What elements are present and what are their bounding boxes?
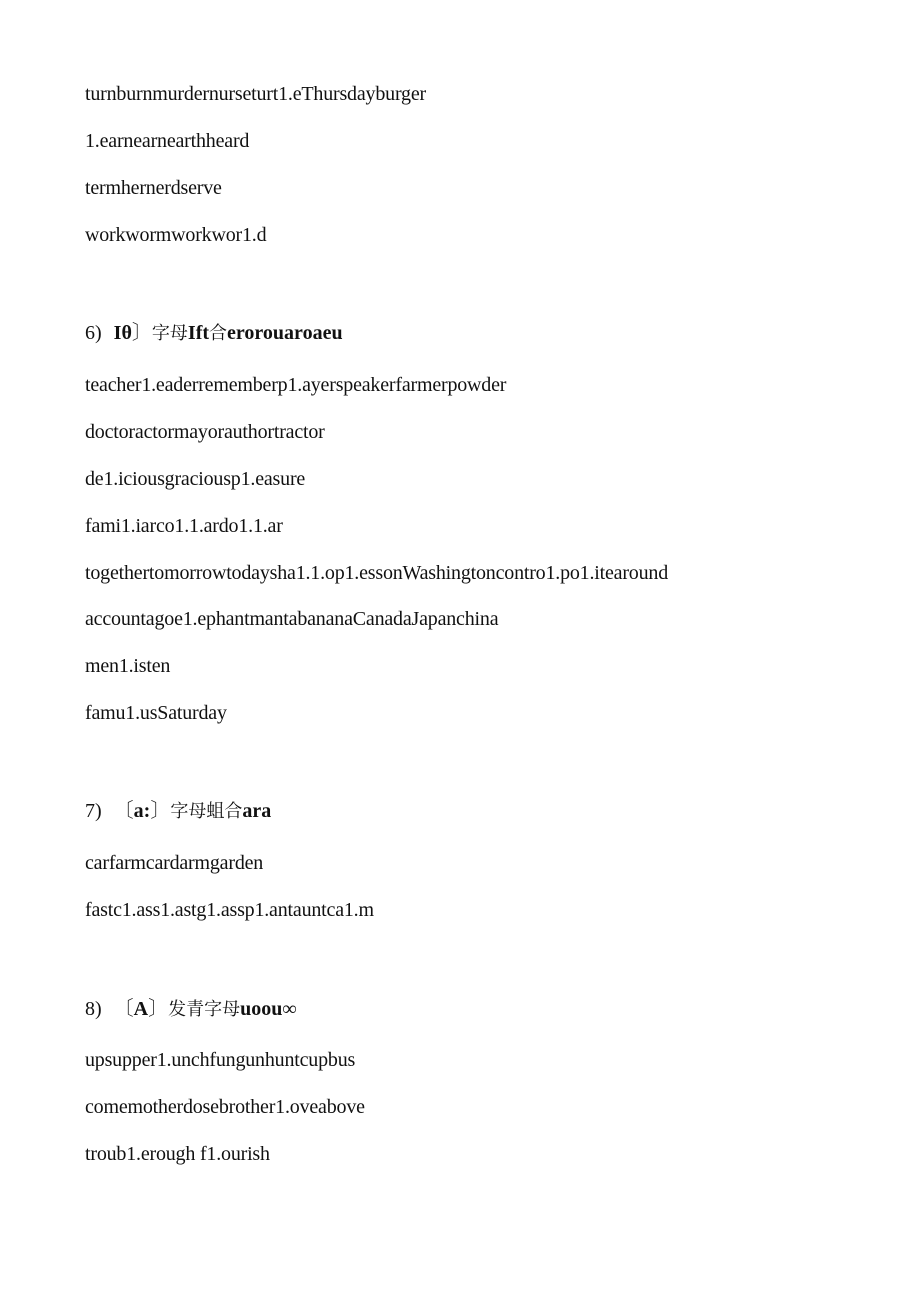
word-line: termhernerdserve: [85, 177, 222, 199]
letter-combinations: ara: [242, 800, 272, 822]
word-line: togethertomorrowtodaysha1.1.op1.essonWashingtoncontro1.po1.itearound: [85, 562, 669, 584]
word-line: men1.isten: [85, 655, 171, 677]
letter-combinations: erorouaroaeu: [227, 322, 343, 344]
word-line: comemotherdosebrother1.oveabove: [85, 1096, 365, 1118]
bracket-close: 〕: [150, 800, 171, 822]
bracket-close: 〕: [148, 998, 169, 1020]
word-line: troub1.erough f1.ourish: [85, 1143, 270, 1165]
section-7-heading: [85, 799, 271, 824]
word-line: workwormworkwor1.d: [85, 224, 267, 246]
letter-combinations: uoou∞: [240, 998, 297, 1020]
bracket-open: 〔: [113, 800, 134, 822]
phonetic-symbol: a:: [133, 800, 151, 822]
word-line: upsupper1.unchfungunhuntcupbus: [85, 1049, 356, 1071]
word-line: doctoractormayorauthortractor: [85, 421, 325, 443]
phonetic-symbol: A: [133, 998, 149, 1020]
word-line: accountagoe1.ephantmantabananaCanadaJapanchina: [85, 608, 499, 630]
heading-label: 发青字母: [168, 999, 241, 1020]
section-number: 6): [85, 322, 102, 344]
bracket-open: 〔: [113, 998, 134, 1020]
heading-label-2: 合: [209, 323, 228, 344]
word-line: fami1.iarco1.1.ardo1.1.ar: [85, 515, 283, 537]
section-8-heading: [85, 997, 297, 1022]
word-line: famu1.usSaturday: [85, 702, 227, 724]
phonetic-symbol: Iθ: [113, 322, 132, 344]
section-number: 7): [85, 800, 102, 822]
word-line: teacher1.eaderrememberp1.ayerspeakerfarmerpowder: [85, 374, 507, 396]
word-line: 1.earnearnearthheard: [85, 130, 250, 152]
heading-label: 字母: [151, 323, 188, 344]
heading-label-latin: Ift: [187, 322, 210, 344]
word-line: turnburnmurdernurseturt1.eThursdayburger: [85, 83, 426, 105]
heading-label: 字母蛆合: [170, 801, 243, 822]
section-6-heading: [85, 321, 343, 346]
section-number: 8): [85, 998, 102, 1020]
word-line: carfarmcardarmgarden: [85, 852, 264, 874]
word-line: fastc1.ass1.astg1.assp1.antauntca1.m: [85, 899, 374, 921]
bracket: 〕: [131, 322, 152, 344]
word-line: de1.iciousgraciousp1.easure: [85, 468, 306, 490]
